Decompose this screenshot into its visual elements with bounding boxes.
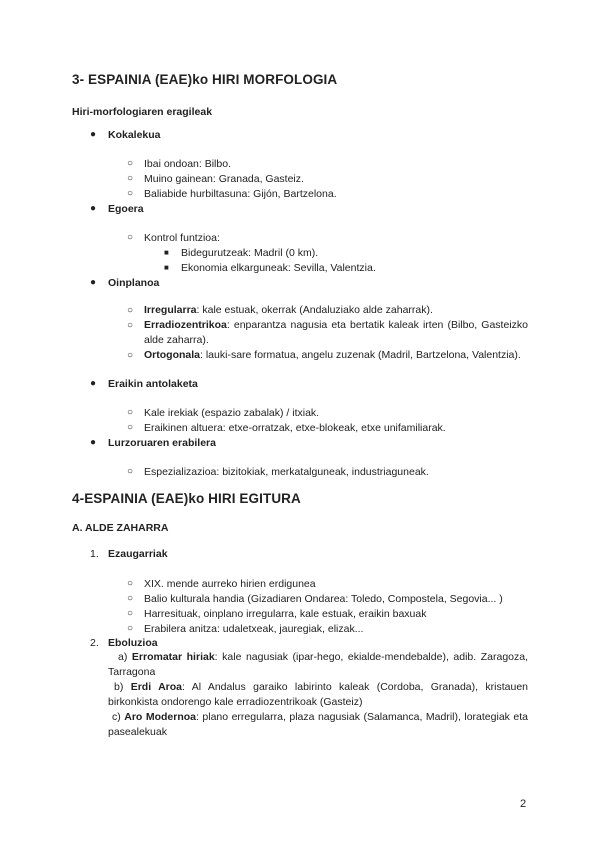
lurzoru-heading: Lurzoruaren erabilera	[108, 437, 216, 449]
eboluzioa-c-term: Aro Modernoa	[124, 711, 196, 723]
oinplanoa-ortogonala	[144, 348, 528, 363]
eboluzioa-a-term: Erromatar hiriak	[131, 651, 215, 663]
square-bullet-icon: ■	[164, 248, 169, 257]
list-item: Ibai ondoan: Bilbo.	[144, 158, 231, 170]
bullet-icon: ●	[90, 437, 97, 448]
circle-bullet-icon: ○	[127, 593, 134, 604]
section-4-title: 4-ESPAINIA (EAE)ko HIRI EGITURA	[72, 491, 301, 506]
eboluzioa-b-text: : Al Andalus garaiko labirinto kaleak (Cordoba, Granada), kristauen birkonkista ondorengo kale erradiozentrikoak (Gasteiz)	[108, 681, 528, 708]
list-item: Muino gainean: Granada, Gasteiz.	[144, 173, 304, 185]
eboluzioa-a-prefix: a)	[118, 651, 128, 663]
section-3-title: 3- ESPAINIA (EAE)ko HIRI MORFOLOGIA	[72, 72, 338, 87]
eboluzioa-b-prefix: b)	[114, 681, 124, 693]
erradiozentrikoa-term: Erradiozentrikoa	[144, 319, 227, 331]
circle-bullet-icon: ○	[127, 350, 134, 361]
list-item: Kale irekiak (espazio zabalak) / itxiak.	[144, 407, 320, 419]
circle-bullet-icon: ○	[127, 173, 134, 184]
bullet-icon: ●	[90, 203, 97, 214]
circle-bullet-icon: ○	[127, 623, 134, 634]
eboluzioa-heading: Eboluzioa	[108, 637, 158, 649]
ezaugarriak-heading: Ezaugarriak	[108, 548, 168, 560]
circle-bullet-icon: ○	[127, 158, 134, 169]
eboluzioa-c-text: : plano erregularra, plaza nagusiak (Salamanca, Madril), lorategiak eta pasealekuak	[108, 711, 528, 738]
section-3-subtitle: Hiri-morfologiaren eragileak	[72, 106, 213, 118]
circle-bullet-icon: ○	[127, 422, 134, 433]
list-number: 2.	[90, 637, 99, 649]
ortogonala-text: : lauki-sare formatua, angelu zuzenak (Madril, Bartzelona, Valentzia).	[200, 349, 521, 361]
list-number: 1.	[90, 548, 99, 560]
circle-bullet-icon: ○	[127, 466, 134, 477]
circle-bullet-icon: ○	[127, 578, 134, 589]
list-subitem: Bidegurutzeak: Madril (0 km).	[181, 247, 319, 259]
list-item: XIX. mende aurreko hirien erdigunea	[144, 578, 316, 590]
oinplanoa-erradiozentrikoa	[144, 318, 528, 348]
list-item: Balio kulturala handia (Gizadiaren Ondarea: Toledo, Compostela, Segovia... )	[144, 593, 503, 605]
section-4-subtitle: A. ALDE ZAHARRA	[72, 522, 169, 534]
oinplanoa-heading: Oinplanoa	[108, 277, 160, 289]
circle-bullet-icon: ○	[127, 305, 134, 316]
list-item: Eraikinen altuera: etxe-orratzak, etxe-blokeak, etxe unifamiliarak.	[144, 422, 446, 434]
erradiozentrikoa-text: : enparantza nagusia eta bertatik kaleak irten (Bilbo, Gasteizko alde zaharra).	[144, 319, 528, 346]
eboluzioa-c	[108, 710, 528, 740]
circle-bullet-icon: ○	[127, 407, 134, 418]
eraikin-heading: Eraikin antolaketa	[108, 378, 198, 390]
eboluzioa-a-text: : kale nagusiak (ipar-hego, ekialde-mendebalde), adib. Zaragoza, Tarragona	[108, 651, 529, 678]
eboluzioa-b-term: Erdi Aroa	[130, 681, 183, 693]
circle-bullet-icon: ○	[127, 320, 134, 331]
eboluzioa-b	[108, 680, 528, 710]
list-item: Baliabide hurbiltasuna: Gijón, Bartzelona.	[144, 188, 337, 200]
bullet-icon: ●	[90, 129, 97, 140]
list-item: Espezializazioa: bizitokiak, merkatalguneak, industriaguneak.	[144, 466, 429, 478]
list-item: Kontrol funtzioa:	[144, 232, 220, 244]
circle-bullet-icon: ○	[127, 608, 134, 619]
list-item: Erabilera anitza: udaletxeak, jauregiak, elizak...	[144, 623, 364, 635]
eboluzioa-c-prefix: c)	[112, 711, 121, 723]
list-item: Harresituak, oinplano irregularra, kale estuak, eraikin baxuak	[144, 608, 427, 620]
bullet-icon: ●	[90, 277, 97, 288]
ortogonala-term: Ortogonala	[144, 349, 201, 361]
square-bullet-icon: ■	[164, 263, 169, 272]
kokalekua-heading: Kokalekua	[108, 129, 161, 141]
irregularra-term: Irregularra	[144, 304, 197, 316]
bullet-icon: ●	[90, 378, 97, 389]
list-subitem: Ekonomia elkarguneak: Sevilla, Valentzia.	[181, 262, 376, 274]
circle-bullet-icon: ○	[127, 232, 134, 243]
irregularra-text: : kale estuak, okerrak (Andaluziako alde zaharrak).	[196, 304, 433, 316]
page-number: 2	[520, 798, 527, 810]
circle-bullet-icon: ○	[127, 188, 134, 199]
egoera-heading: Egoera	[108, 203, 144, 215]
oinplanoa-irregularra	[144, 303, 528, 318]
eboluzioa-a	[108, 650, 528, 680]
